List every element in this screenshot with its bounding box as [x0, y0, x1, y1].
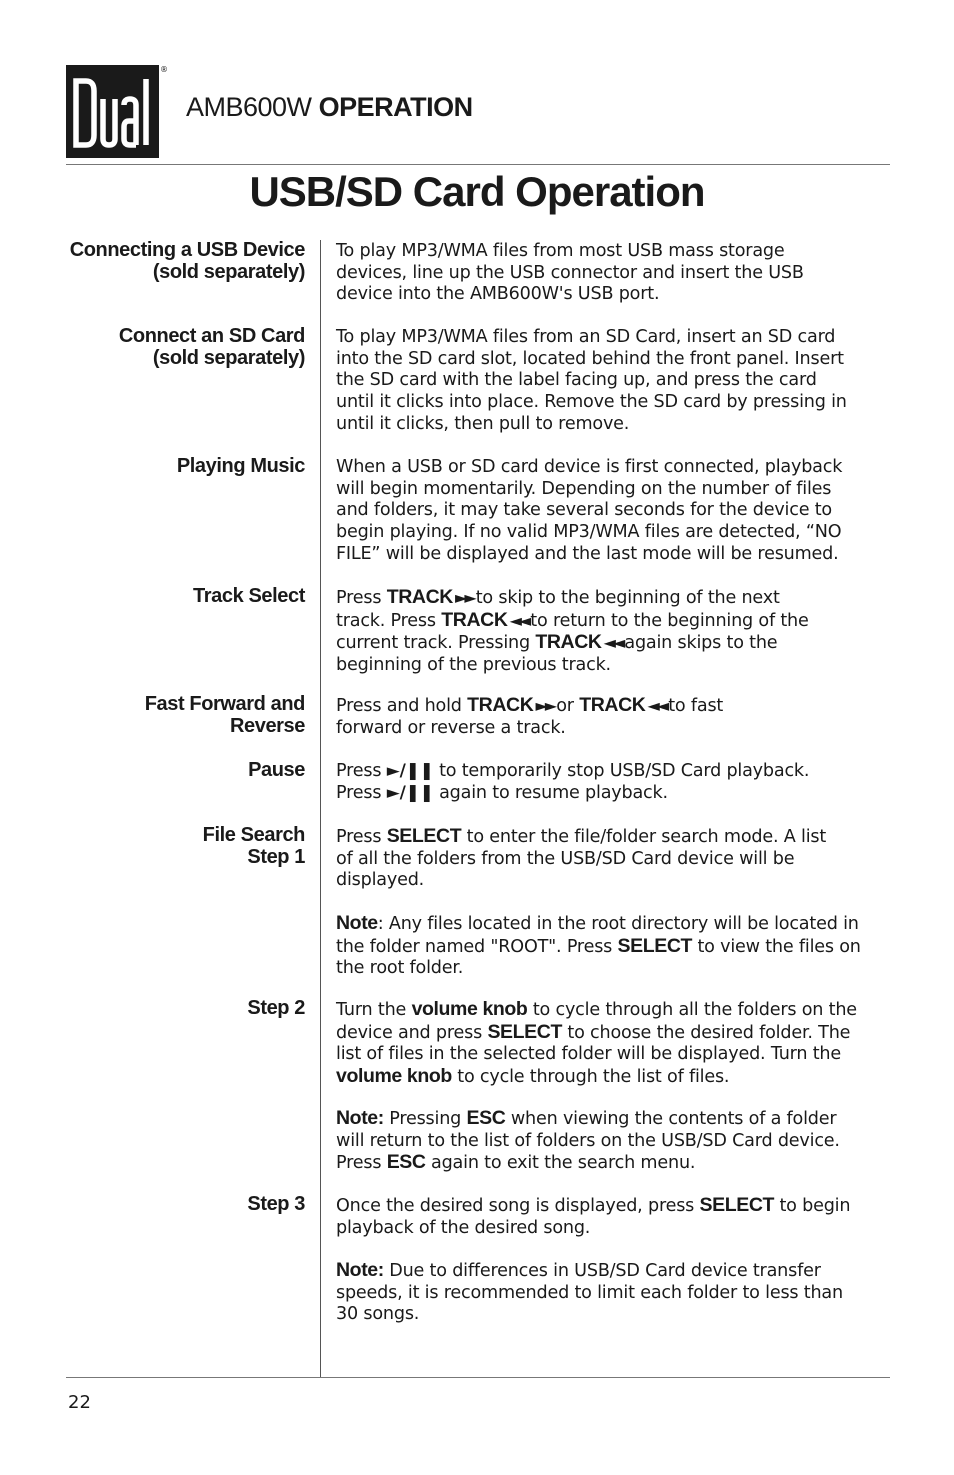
text-run: or: [556, 696, 580, 716]
section-paragraph: [336, 1195, 896, 1239]
paragraph-line: [336, 936, 896, 959]
bold-term: ESC: [466, 1107, 506, 1129]
bottom-divider: [66, 1377, 890, 1378]
text-run: 30 songs.: [336, 1304, 420, 1325]
rewind-icon: ◄◄: [645, 696, 669, 715]
paragraph-line: [336, 783, 896, 805]
section-label: [45, 1193, 305, 1215]
paragraph-line: [336, 849, 896, 871]
paragraph-line: [336, 718, 896, 740]
text-run: displayed.: [336, 870, 425, 891]
text-run: Press: [336, 588, 387, 608]
paragraph-line: [336, 1260, 896, 1283]
paragraph-line: [336, 1022, 896, 1045]
paragraph-line: [336, 1066, 896, 1089]
text-run: of all the folders from the USB/SD Card device will be: [336, 848, 795, 869]
text-run: will return to the list of folders on the USB/SD Card device.: [336, 1130, 840, 1151]
bold-term: volume knob: [336, 1065, 452, 1088]
bold-term: volume knob: [411, 998, 528, 1020]
paragraph-line: [336, 1108, 896, 1131]
bold-term: SELECT: [386, 825, 462, 847]
header-title: [186, 92, 473, 123]
registered-mark: ®: [160, 65, 168, 74]
paragraph-line: [336, 999, 896, 1022]
fast-forward-icon: ►►: [533, 696, 557, 715]
paragraph-line: [336, 958, 896, 980]
dual-logo: [66, 65, 159, 158]
paragraph-line: will begin momentarily. Depending on the number of files: [336, 478, 832, 499]
text-run: beginning of the previous track.: [336, 655, 611, 676]
paragraph-line: When a USB or SD card device is first connected, playback: [336, 457, 843, 477]
paragraph-line: and folders, it may take several seconds for the device to: [336, 500, 832, 521]
text-run: Press: [336, 1153, 387, 1174]
section-label-line: (sold separately): [152, 261, 305, 283]
section-label-line: File Search: [202, 824, 305, 846]
text-run: to view the files on: [692, 936, 861, 957]
text-run: again skips to the: [624, 633, 778, 654]
paragraph-line: To play MP3/WMA files from most USB mass storage: [336, 241, 785, 261]
paragraph-line: [336, 610, 896, 633]
section-paragraph: [336, 1108, 896, 1175]
bold-term: SELECT: [699, 1194, 775, 1216]
play-pause-icon: ►/❚❚: [386, 761, 434, 781]
paragraph-line: To play MP3/WMA files from an SD Card, insert an SD card: [336, 327, 836, 347]
paragraph-line: begin playing. If no valid MP3/WMA files are detected, “NO: [336, 522, 842, 543]
section-paragraph: [336, 241, 896, 306]
section-paragraph: [336, 999, 896, 1089]
bold-term: SELECT: [617, 934, 693, 957]
paragraph-line: [336, 1195, 896, 1218]
text-run: forward or reverse a track.: [336, 717, 566, 738]
section-paragraph: [336, 826, 896, 892]
bold-term: SELECT: [487, 1020, 562, 1043]
paragraph-line: [336, 587, 896, 610]
section-label-line: Step 1: [247, 846, 305, 868]
text-run: Press: [336, 761, 387, 781]
paragraph-line: until it clicks, then pull to remove.: [336, 413, 630, 434]
play-pause-icon: ►/❚❚: [386, 782, 434, 803]
column-divider: [320, 240, 321, 1378]
section-paragraph: [336, 695, 896, 739]
text-run: current track. Pressing: [336, 633, 536, 654]
paragraph-line: [336, 761, 896, 783]
section-label: [45, 239, 305, 283]
paragraph-line: [336, 870, 896, 892]
text-run: the folder named "ROOT". Press: [336, 936, 618, 957]
text-run: Turn the: [336, 1000, 412, 1020]
bold-term: TRACK: [386, 586, 453, 608]
text-run: again to exit the search menu.: [425, 1153, 696, 1174]
paragraph-line: [336, 913, 896, 936]
section-label-line: Step 3: [247, 1193, 305, 1215]
text-run: to begin: [774, 1196, 851, 1216]
bold-term: TRACK: [441, 608, 508, 631]
section-label-line: Pause: [248, 759, 305, 781]
paragraph-line: [336, 1218, 896, 1240]
section-label-line: Connect an SD Card: [118, 325, 305, 347]
paragraph-line: FILE” will be displayed and the last mode will be resumed.: [336, 543, 839, 564]
text-run: to cycle through the list of files.: [451, 1067, 730, 1088]
page-number: 22: [68, 1392, 91, 1413]
rewind-icon: ◄◄: [507, 610, 531, 630]
bold-term: ESC: [386, 1151, 426, 1174]
text-run: the root folder.: [336, 958, 464, 979]
paragraph-line: [336, 1304, 896, 1326]
section-paragraph: [336, 587, 896, 677]
text-run: to temporarily stop USB/SD Card playback.: [433, 761, 810, 781]
text-run: to return to the beginning of the: [530, 610, 809, 631]
section-label: [45, 585, 305, 607]
rewind-icon: ◄◄: [601, 633, 625, 653]
section-label: [45, 997, 305, 1019]
section-paragraph: [336, 1260, 896, 1326]
text-run: Pressing: [383, 1109, 467, 1129]
section-label: [45, 759, 305, 781]
section-label-line: Track Select: [193, 585, 305, 607]
bold-term: TRACK: [535, 631, 602, 654]
dual-logo-icon: [66, 65, 159, 158]
text-run: Press: [336, 782, 387, 803]
bold-term: Note:: [336, 1259, 384, 1281]
text-run: to cycle through all the folders on the: [527, 1000, 857, 1020]
paragraph-line: [336, 1044, 896, 1066]
text-run: Press: [336, 827, 387, 847]
page-title: USB/SD Card Operation: [249, 168, 705, 215]
text-run: Once the desired song is displayed, press: [336, 1196, 700, 1216]
text-run: to fast: [668, 696, 724, 716]
text-run: Press and hold: [336, 696, 468, 716]
paragraph-line: into the SD card slot, located behind the front panel. Insert: [336, 348, 844, 369]
bold-term: TRACK: [579, 694, 646, 716]
section-paragraph: [336, 327, 896, 436]
text-run: to choose the desired folder. The: [561, 1022, 851, 1043]
section-paragraph: [336, 761, 896, 804]
bold-term: TRACK: [467, 694, 534, 716]
operation-label: OPERATION: [318, 92, 473, 122]
section-paragraph: [336, 457, 896, 566]
section-label-line: Step 2: [247, 997, 305, 1019]
paragraph-line: until it clicks into place. Remove the SD card by pressing in: [336, 392, 847, 413]
section-label-line: Reverse: [229, 715, 305, 737]
paragraph-line: device into the AMB600W's USB port.: [336, 284, 660, 305]
text-run: again to resume playback.: [433, 782, 668, 803]
top-divider: [66, 164, 890, 165]
section-label: [45, 693, 305, 737]
section-label: [45, 455, 305, 477]
paragraph-line: [336, 655, 896, 677]
text-run: list of files in the selected folder will be displayed. Turn the: [336, 1044, 842, 1065]
paragraph-line: [336, 632, 896, 655]
text-run: to skip to the beginning of the next: [475, 588, 780, 608]
paragraph-line: [336, 1283, 896, 1305]
text-run: device and press: [336, 1022, 488, 1043]
section-label: [45, 824, 305, 868]
text-run: to enter the file/folder search mode. A list: [461, 827, 827, 847]
section-label-line: (sold separately): [152, 347, 305, 369]
text-run: Due to differences in USB/SD Card device transfer: [383, 1261, 821, 1281]
text-run: : Any files located in the root directory will be located in: [377, 914, 859, 934]
paragraph-line: [336, 1131, 896, 1153]
section-label-line: Fast Forward and: [144, 693, 305, 715]
section-label-line: Playing Music: [176, 455, 305, 477]
text-run: track. Press: [336, 610, 442, 631]
paragraph-line: [336, 695, 896, 718]
text-run: playback of the desired song.: [336, 1217, 591, 1238]
text-run: speeds, it is recommended to limit each folder to less than: [336, 1282, 843, 1303]
paragraph-line: the SD card with the label facing up, and press the card: [336, 370, 817, 391]
paragraph-line: devices, line up the USB connector and insert the USB: [336, 262, 804, 283]
section-paragraph: [336, 913, 896, 980]
fast-forward-icon: ►►: [452, 588, 476, 607]
text-run: when viewing the contents of a folder: [505, 1109, 837, 1129]
model-name: AMB600W: [186, 92, 312, 122]
section-label-line: Connecting a USB Device: [69, 239, 305, 261]
section-label: [45, 325, 305, 369]
bold-term: Note: [336, 912, 378, 934]
bold-term: Note:: [336, 1107, 384, 1129]
paragraph-line: [336, 826, 896, 849]
paragraph-line: [336, 1152, 896, 1175]
